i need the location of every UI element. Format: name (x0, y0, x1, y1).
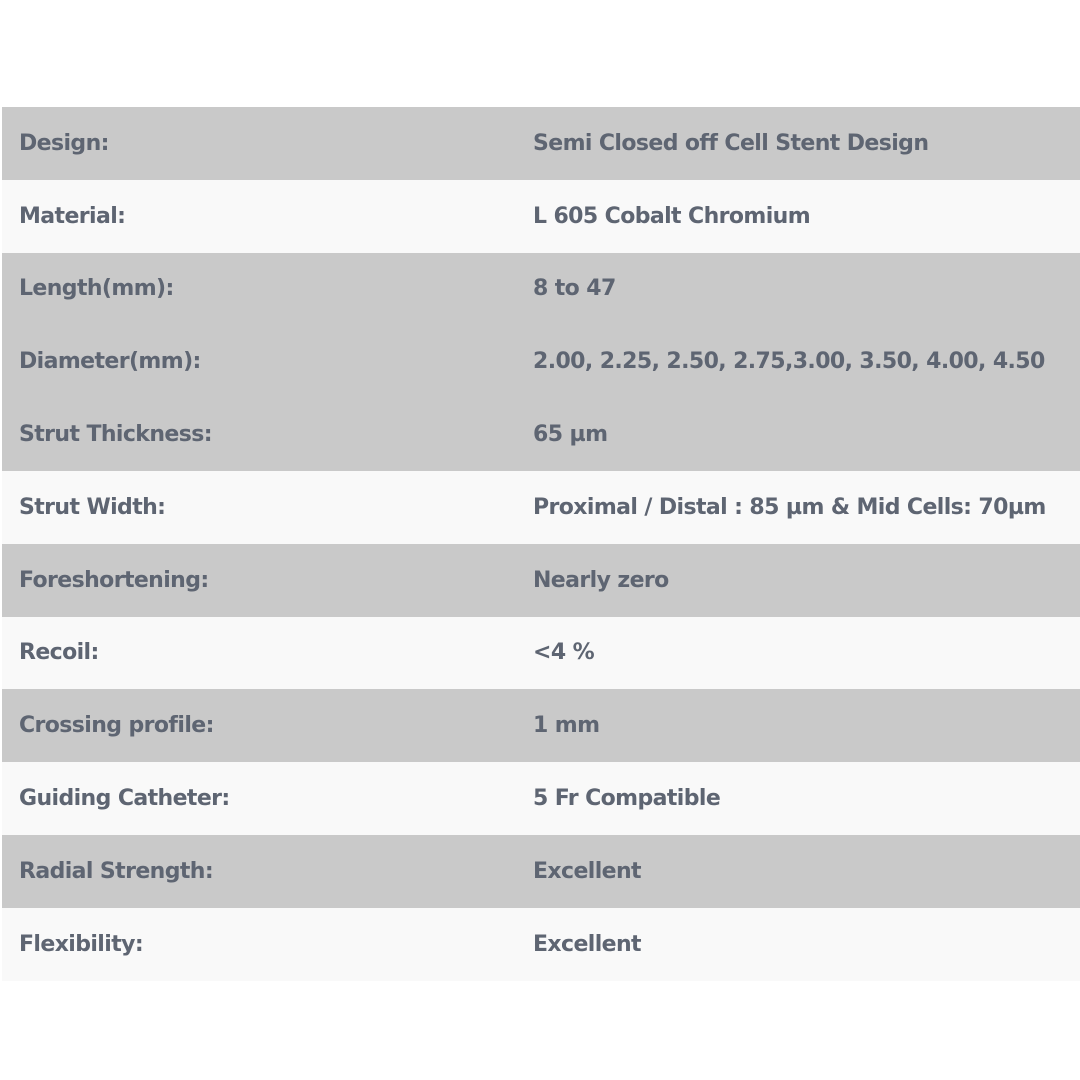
spec-label: Strut Thickness: (19, 422, 212, 448)
spec-row-crossing-profile (2, 689, 1080, 762)
spec-row-foreshortening (2, 544, 1080, 617)
spec-row-strut-width (2, 471, 1080, 544)
spec-value: 8 to 47 (533, 276, 616, 302)
spec-row-strut-thickness (2, 398, 1080, 471)
spec-label: Design: (19, 130, 109, 156)
spec-row-material (2, 180, 1080, 253)
spec-value: L 605 Cobalt Chromium (533, 203, 811, 229)
spec-value: Proximal / Distal : 85 µm & Mid Cells: 70µm (533, 494, 1046, 520)
spec-row-radial-strength (2, 835, 1080, 908)
spec-row-diameter (2, 325, 1080, 398)
spec-value: Semi Closed off Cell Stent Design (533, 130, 929, 156)
spec-table (2, 107, 1080, 981)
spec-row-length (2, 253, 1080, 326)
spec-value: 65 µm (533, 422, 608, 448)
spec-row-recoil (2, 617, 1080, 690)
spec-label: Flexibility: (19, 931, 144, 957)
spec-value: <4 % (533, 640, 595, 666)
spec-label: Strut Width: (19, 494, 166, 520)
spec-value: 2.00, 2.25, 2.50, 2.75,3.00, 3.50, 4.00, 4.50 (533, 349, 1045, 375)
spec-label: Crossing profile: (19, 713, 214, 739)
spec-label: Radial Strength: (19, 858, 214, 884)
spec-value: Excellent (533, 858, 641, 884)
spec-value: Nearly zero (533, 567, 669, 593)
spec-row-guiding-catheter (2, 762, 1080, 835)
spec-label: Foreshortening: (19, 567, 209, 593)
spec-label: Material: (19, 203, 126, 229)
spec-value: 5 Fr Compatible (533, 786, 721, 812)
spec-value: Excellent (533, 931, 641, 957)
spec-row-flexibility (2, 908, 1080, 981)
spec-row-design (2, 107, 1080, 180)
spec-value: 1 mm (533, 713, 600, 739)
spec-label: Recoil: (19, 640, 99, 666)
spec-label: Diameter(mm): (19, 349, 201, 375)
spec-label: Guiding Catheter: (19, 786, 230, 812)
spec-label: Length(mm): (19, 276, 174, 302)
